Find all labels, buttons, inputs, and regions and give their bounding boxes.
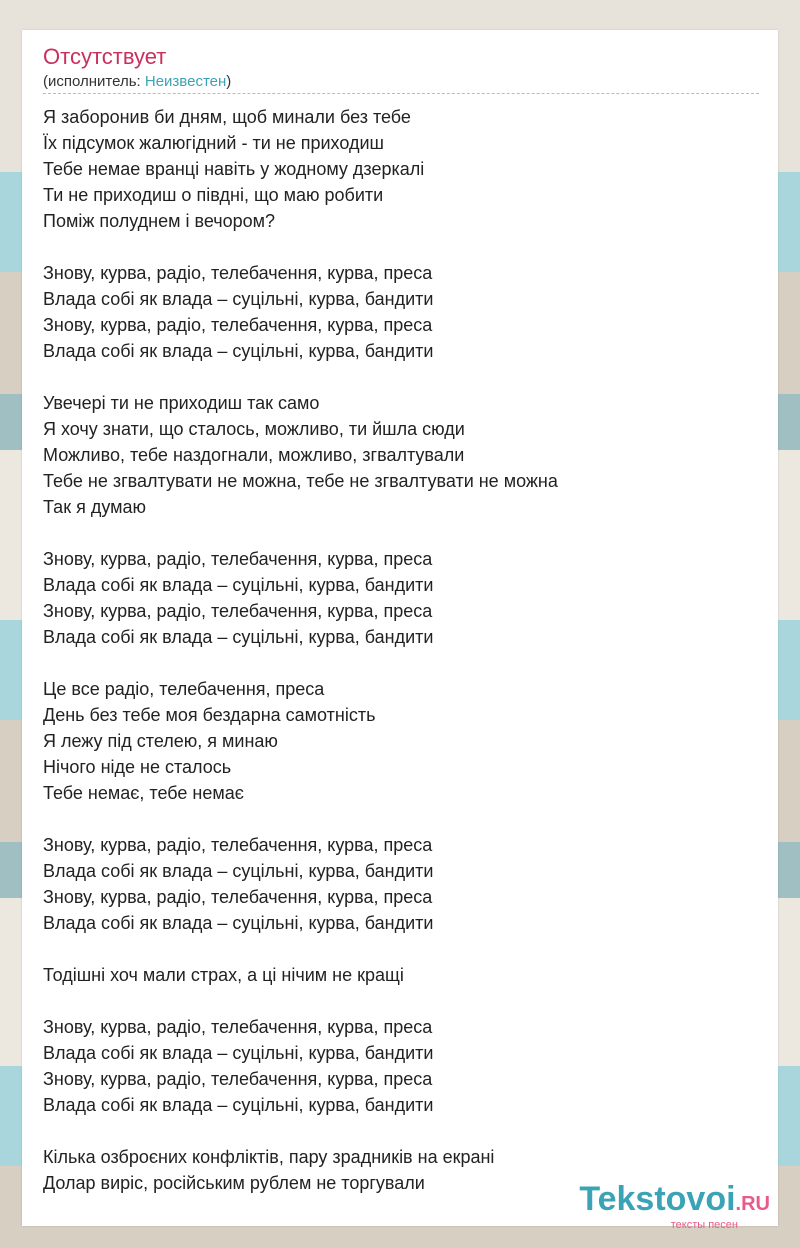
lyric-line: Я хочу знати, що сталось, можливо, ти йшла сюди	[43, 419, 465, 439]
lyric-line: Влада собі як влада – суцільні, курва, бандити	[43, 861, 434, 881]
lyric-line: Влада собі як влада – суцільні, курва, бандити	[43, 575, 434, 595]
artist-link[interactable]: Неизвестен	[144, 73, 227, 90]
stanza-break	[43, 1118, 763, 1144]
lyric-line: Тебе немає, тебе немає	[43, 783, 244, 803]
lyric-line: Ти не приходиш о півдні, що маю робити	[43, 185, 384, 205]
artist-line	[43, 72, 231, 92]
logo-tagline: тексты песен	[670, 1219, 738, 1231]
lyric-line: Знову, курва, радіо, телебачення, курва, преса	[43, 1017, 433, 1037]
lyric-line: Знову, курва, радіо, телебачення, курва, преса	[43, 315, 433, 335]
lyric-line: Влада собі як влада – суцільні, курва, бандити	[43, 627, 434, 647]
lyric-line: Влада собі як влада – суцільні, курва, бандити	[43, 341, 434, 361]
lyric-line: Я лежу під стелею, я минаю	[43, 731, 278, 751]
title-divider	[43, 93, 759, 94]
stanza-break	[43, 988, 763, 1014]
lyric-line: Знову, курва, радіо, телебачення, курва, преса	[43, 601, 433, 621]
lyric-line: Знову, курва, радіо, телебачення, курва, преса	[43, 1069, 433, 1089]
lyric-line: Я заборонив би дням, щоб минали без тебе	[43, 107, 411, 127]
lyric-line: Їх підсумок жалюгідний - ти не приходиш	[43, 133, 384, 153]
lyric-line: Поміж полуднем і вечором?	[43, 211, 276, 231]
lyric-line: Знову, курва, радіо, телебачення, курва, преса	[43, 887, 433, 907]
lyric-line: Це все радіо, телебачення, преса	[43, 679, 325, 699]
stanza-break	[43, 650, 763, 676]
song-title: Отсутствует	[43, 44, 167, 69]
lyric-line: Долар виріс, російським рублем не торгували	[43, 1173, 425, 1193]
lyric-line: Знову, курва, радіо, телебачення, курва, преса	[43, 835, 433, 855]
lyric-line: Знову, курва, радіо, телебачення, курва, преса	[43, 549, 433, 569]
lyrics-text	[43, 104, 763, 1196]
lyric-line: Знову, курва, радіо, телебачення, курва, преса	[43, 263, 433, 283]
lyric-line: Так я думаю	[43, 497, 147, 517]
lyric-line: День без тебе моя бездарна самотність	[43, 705, 376, 725]
artist-suffix: )	[226, 73, 232, 90]
lyric-line: Тебе не згвалтувати не можна, тебе не згвалтувати не можна	[43, 471, 558, 491]
lyric-line: Нічого ніде не сталось	[43, 757, 232, 777]
lyric-line: Влада собі як влада – суцільні, курва, бандити	[43, 913, 434, 933]
lyrics-card	[22, 30, 778, 1226]
logo-wordmark: Tekstovoi	[579, 1180, 736, 1218]
lyric-line: Тебе немае вранці навіть у жодному дзеркалі	[43, 159, 425, 179]
lyric-line: Кілька озброєних конфліктів, пару зрадників на екрані	[43, 1147, 495, 1167]
logo-domain: .RU	[735, 1193, 770, 1215]
stanza-break	[43, 520, 763, 546]
stanza-break	[43, 234, 763, 260]
stanza-break	[43, 364, 763, 390]
lyric-line: Влада собі як влада – суцільні, курва, бандити	[43, 1043, 434, 1063]
lyric-line: Увечері ти не приходиш так само	[43, 393, 320, 413]
lyric-line: Влада собі як влада – суцільні, курва, бандити	[43, 289, 434, 309]
artist-prefix: (исполнитель:	[43, 73, 145, 90]
stanza-break	[43, 806, 763, 832]
stanza-break	[43, 936, 763, 962]
lyric-line: Влада собі як влада – суцільні, курва, бандити	[43, 1095, 434, 1115]
site-logo[interactable]	[579, 1182, 770, 1231]
lyric-line: Тодішні хоч мали страх, а ці нічим не кращі	[43, 965, 404, 985]
lyric-line: Можливо, тебе наздогнали, можливо, згвалтували	[43, 445, 465, 465]
